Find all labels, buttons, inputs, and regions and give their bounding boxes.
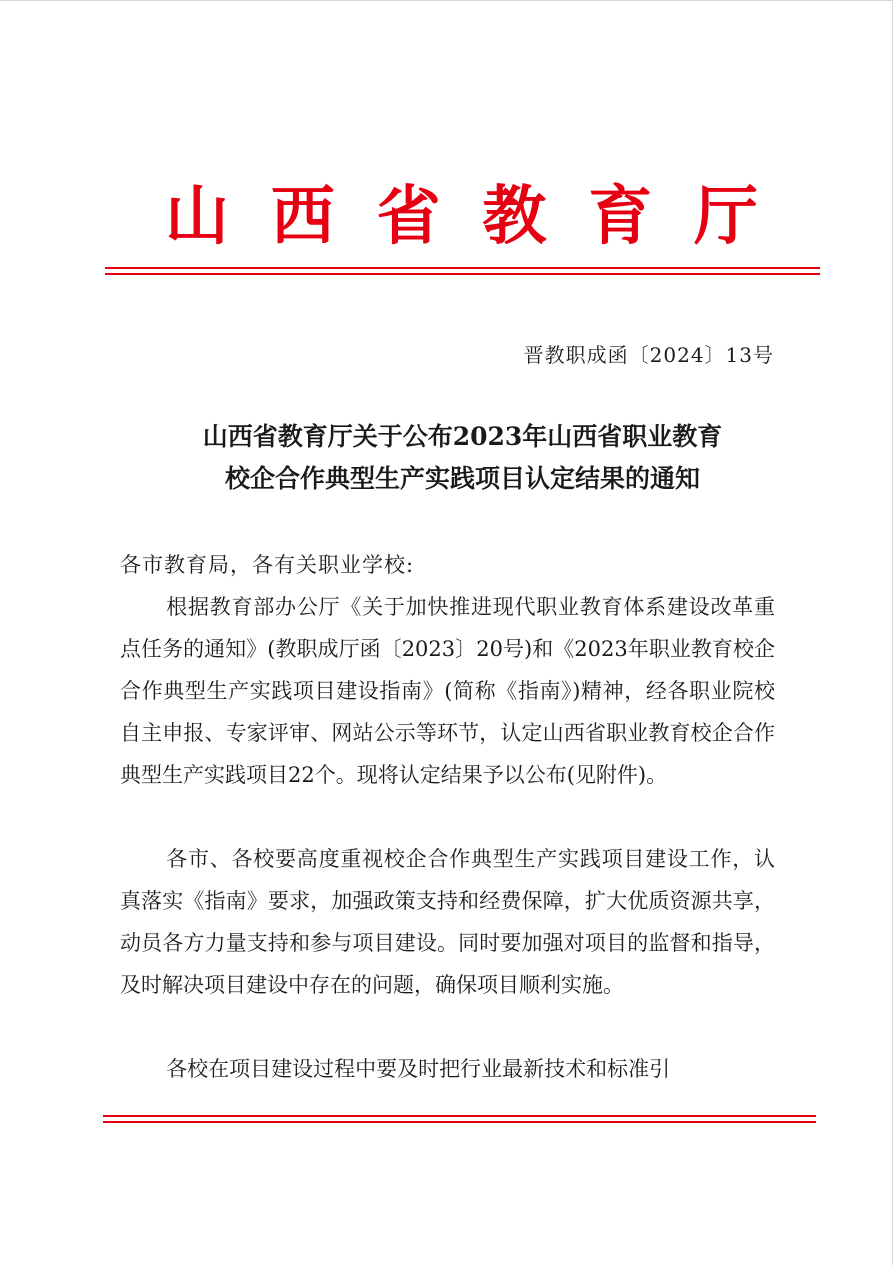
org-char: 教	[482, 179, 547, 254]
org-char: 山	[165, 179, 229, 254]
org-char: 西	[270, 179, 335, 254]
salutation: 各市教育局，各有关职业学校:	[120, 553, 415, 577]
body-paragraph-1: 根据教育部办公厅《关于加快推进现代职业教育体系建设改革重点任务的通知》(教职成厅函〔2023〕20号)和《2023年职业教育校企合作典型生产实践项目建设指南》(简称《指南》)精神，经各职业院校自主申报、专家评审、网站公示等环节，认定山西省职业教育校企合作典型生产实践项目22个。现将认定结果予以公布(见附件)。	[120, 595, 775, 787]
header-rule-top	[105, 267, 820, 269]
footer-rule-top	[103, 1115, 816, 1117]
body-paragraph-2: 各市、各校要高度重视校企合作典型生产实践项目建设工作，认真落实《指南》要求，加强政策支持和经费保障，扩大优质资源共享，动员各方力量支持和参与项目建设。同时要加强对项目的监督和指导，及时解决项目建设中存在的问题，确保项目顺利实施。	[120, 847, 775, 997]
issuing-organization-header	[105, 177, 820, 257]
org-char: 育	[588, 179, 653, 254]
header-rule-bottom	[105, 273, 820, 275]
document-title-line-1: 山西省教育厅关于公布2023年山西省职业教育	[202, 422, 723, 451]
footer-rule-bottom	[103, 1121, 816, 1123]
document-number: 晋教职成函〔2024〕13号	[523, 343, 774, 367]
document-title-line-2: 校企合作典型生产实践项目认定结果的通知	[224, 464, 700, 493]
org-char: 厅	[693, 179, 758, 254]
org-char: 省	[376, 179, 441, 254]
body-paragraph-3: 各校在项目建设过程中要及时把行业最新技术和标准引	[166, 1057, 671, 1081]
